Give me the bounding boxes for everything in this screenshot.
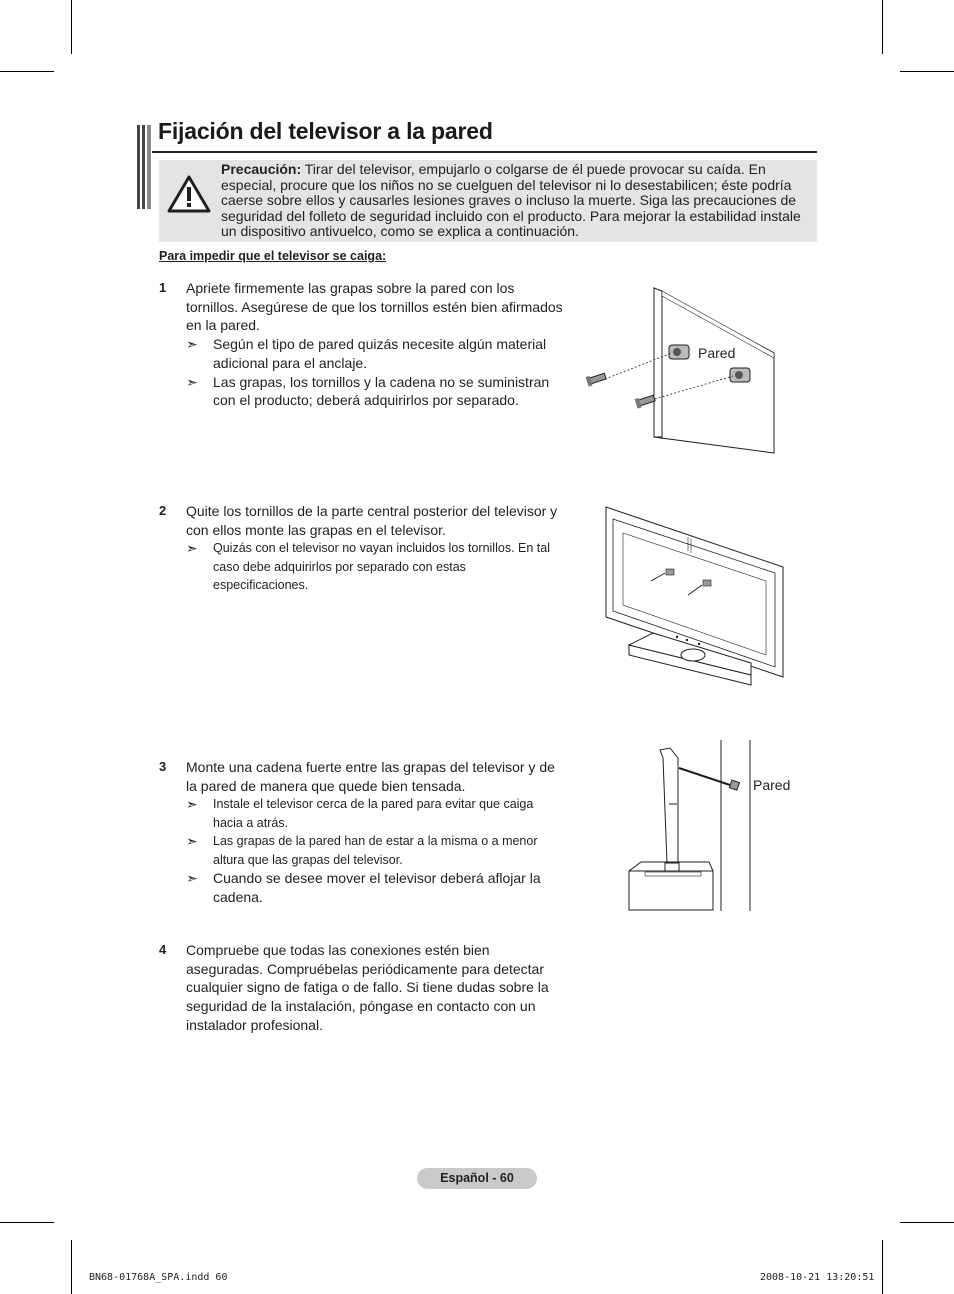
step-text: Apriete firmemente las grapas sobre la pared con los tornillos. Asegúrese de que los tornillos estén bien afirmados en la pared.	[186, 280, 563, 334]
step-note: ➣ Quizás con el televisor no vayan incluidos los tornillos. En tal caso debe adquirirlos por separado con estas especificaciones.	[186, 540, 550, 593]
crop-mark	[71, 0, 72, 54]
note-arrow-icon: ➣	[186, 540, 198, 557]
wall-bracket-figure	[585, 285, 785, 455]
note-arrow-icon: ➣	[186, 336, 198, 353]
crop-mark	[0, 1222, 54, 1223]
step-note: ➣ Las grapas, los tornillos y la cadena no se suministran con el producto; deberá adquirirlos por separado.	[186, 373, 550, 409]
crop-mark	[900, 71, 954, 72]
tv-back-figure	[603, 505, 788, 690]
crop-mark	[0, 71, 54, 72]
date-slug: 2008-10-21 13:20:51	[760, 1272, 875, 1283]
step-text: Monte una cadena fuerte entre las grapas del televisor y de la pared de manera que quede bien tensada.	[186, 759, 555, 794]
caution-label: Precaución:	[221, 161, 302, 177]
crop-mark	[882, 1240, 883, 1294]
wall-illustration	[585, 285, 785, 455]
file-slug: BN68-01768A_SPA.indd 60	[89, 1272, 228, 1283]
caution-text	[221, 162, 809, 240]
step-note: ➣ Instale el televisor cerca de la pared para evitar que caiga hacia a atrás.	[186, 796, 534, 830]
crop-mark	[900, 1222, 954, 1223]
step-number: 2	[159, 503, 167, 518]
step-1	[159, 279, 564, 410]
step-number: 3	[159, 759, 167, 774]
crop-mark	[71, 1240, 72, 1294]
step-note: ➣ Las grapas de la pared han de estar a la misma o a menor altura que las grapas del televisor.	[186, 833, 538, 867]
side-view-figure	[625, 738, 800, 913]
step-2	[159, 502, 564, 595]
title-rule	[152, 151, 817, 153]
note-arrow-icon: ➣	[186, 870, 198, 887]
note-arrow-icon: ➣	[186, 833, 198, 850]
tv-illustration	[603, 505, 788, 690]
wall-label: Pared	[698, 345, 736, 361]
section-subheading: Para impedir que el televisor se caiga:	[159, 249, 387, 263]
warning-triangle-icon	[167, 174, 211, 214]
note-arrow-icon: ➣	[186, 373, 198, 390]
crop-mark	[882, 0, 883, 54]
step-4	[159, 941, 564, 1035]
side-view-illustration	[625, 738, 800, 913]
note-arrow-icon: ➣	[186, 796, 198, 813]
step-note: ➣ Según el tipo de pared quizás necesite algún material adicional para el anclaje.	[186, 336, 547, 371]
caution-body: Tirar del televisor, empujarlo o colgarse de él puede provocar su caída. En especial, procure que los niños no se cuelguen del televisor ni lo desestabilicen; éste podría caerse sobre ellos y causarles lesiones graves o incluso la muerte. Siga las precauciones de seguridad del folleto de seguridad incluido con el producto. Para mejorar la estabilidad instale un dispositivo antivuelco, como se explica a continuación.	[221, 161, 801, 239]
step-note: ➣ Cuando se desee mover el televisor deberá aflojar la cadena.	[186, 870, 541, 906]
step-text: Compruebe que todas las conexiones estén bien aseguradas. Compruébelas periódicamente para detectar cualquier signo de fatiga o de fallo. Si tiene dudas sobre la seguridad de la instalación, póngase en contacto con un instalador profesional.	[186, 942, 549, 1033]
page-title: Fijación del televisor a la pared	[158, 118, 493, 144]
step-3	[159, 758, 564, 907]
wall-label: Pared	[753, 777, 791, 793]
step-number: 1	[159, 280, 167, 295]
caution-box	[159, 160, 817, 242]
step-number: 4	[159, 942, 167, 957]
step-text: Quite los tornillos de la parte central posterior del televisor y con ellos monte las grapas en el televisor.	[186, 503, 558, 538]
page-number-badge: Español - 60	[417, 1168, 537, 1189]
